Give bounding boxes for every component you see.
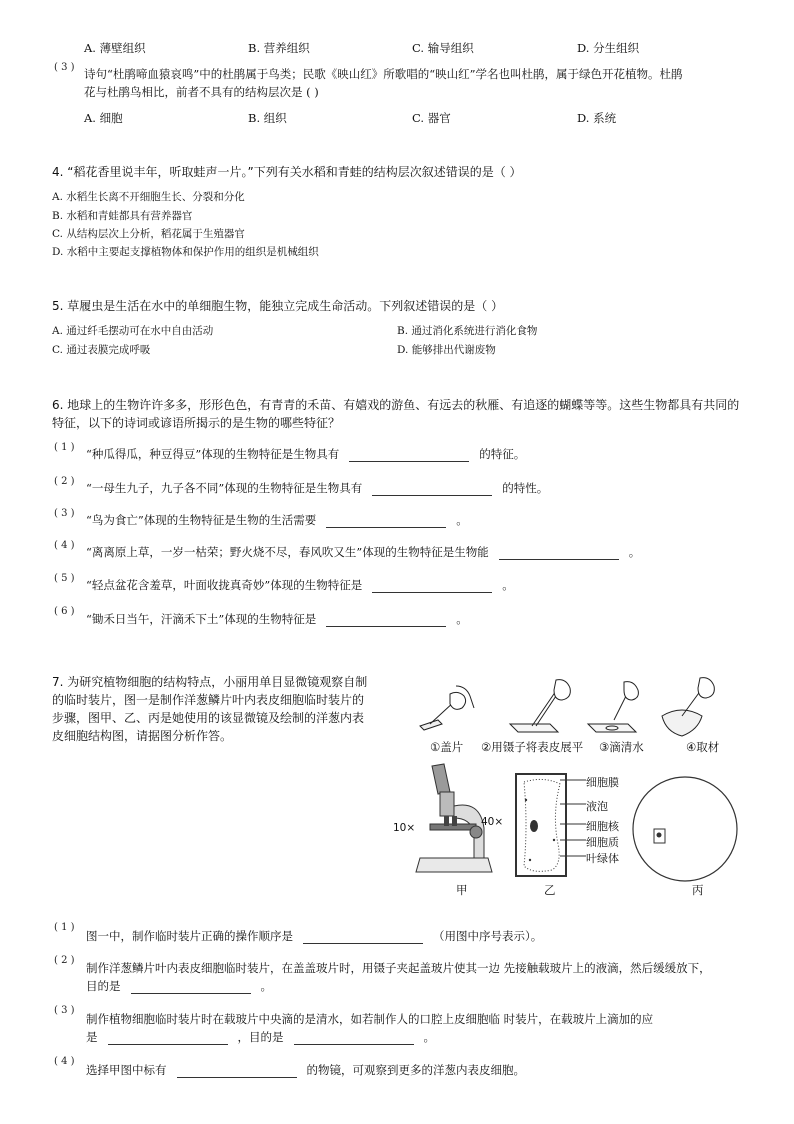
option-d: D. 分生组织: [577, 41, 640, 55]
sub-text-post: 的特性。: [502, 481, 549, 495]
sub-text: 制作植物细胞临时装片时在载玻片中央滴的是清水，如若制作人的口腔上皮细胞临 时装片，在载玻片上滴加的应: [86, 1012, 654, 1026]
option-b: B. 营养组织: [248, 41, 310, 55]
sub-number: ( 5 ): [54, 573, 75, 584]
sub-text-post: 。: [456, 612, 468, 626]
question-7-stem-line4: 皮细胞结构图，请据图分析作答。: [52, 729, 233, 743]
step-label-1: ①盖片: [430, 740, 464, 754]
step-4-illustration: [662, 678, 714, 736]
sub-text: “锄禾日当午，汗滴禾下土”体现的生物特征是: [86, 612, 317, 626]
cell-label-nucleus: 细胞核: [586, 820, 619, 833]
question-4-stem: 4. “稻花香里说丰年，听取蛙声一片。”下列有关水稻和青蛙的结构层次叙述错误的是（ ）: [52, 165, 522, 179]
step-label-3: ③滴清水: [599, 740, 644, 754]
sub-number: ( 3 ): [54, 508, 75, 519]
sub-text: “种瓜得瓜，种豆得豆”体现的生物特征是生物具有: [86, 447, 340, 461]
sub-text: 制作洋葱鳞片叶内表皮细胞临时装片，在盖盖玻片时，用镊子夹起盖玻片使其一边 先接触载玻片上的液滴，然后缓缓放下，: [86, 961, 711, 975]
option-b: B. 水稻和青蛙都具有营养器官: [52, 210, 193, 222]
sub-number: ( 2 ): [54, 955, 75, 966]
answer-blank[interactable]: [372, 483, 492, 496]
sub-text: 选择甲图中标有: [86, 1063, 167, 1077]
question-6-stem-line1: 6. 地球上的生物许许多多，形形色色，有青青的禾苗、有嬉戏的游鱼、有远去的秋雁、有追逐的蝴蝶等等。这些生物都具有共同的: [52, 398, 740, 412]
answer-blank[interactable]: [326, 515, 446, 528]
sub-number: ( 1 ): [54, 922, 75, 933]
question-6-stem-line2: 特征，以下的诗词或谚语所揭示的是生物的哪些特征？: [52, 416, 341, 430]
field-of-view-illustration: [630, 774, 740, 884]
answer-blank[interactable]: [294, 1032, 414, 1045]
figure-name-bing: 丙: [692, 883, 704, 897]
sub-text-post: 。: [456, 513, 468, 527]
sub3-line1: 诗句“杜鹃啼血猿哀鸣”中的杜鹃属于鸟类；民歌《映山红》所歌唱的“映山红”学名也叫杜鹃，属于绿色开花植物。杜鹃: [84, 67, 683, 81]
step-label-4: ④取材: [686, 740, 720, 754]
sub-text-post: 。: [502, 578, 514, 592]
question-7-stem-line3: 步骤，图甲、乙、丙是她使用的该显微镜及绘制的洋葱内表: [52, 711, 365, 725]
sub-number: ( 1 ): [54, 442, 75, 453]
sub-text-post: 。: [628, 545, 641, 559]
question-7-stem-line2: 的临时装片，图一是制作洋葱鳞片叶内表皮细胞临时装片的: [52, 693, 365, 707]
option-d: D. 系统: [577, 111, 617, 125]
answer-blank[interactable]: [108, 1032, 228, 1045]
sub-text: “鸟为食亡”体现的生物特征是生物的生活需要: [86, 513, 317, 527]
question-7-stem-line1: 7. 为研究植物细胞的结构特点，小丽用单目显微镜观察自制: [52, 675, 368, 689]
option-a: A. 水稻生长离不开细胞生长、分裂和分化: [52, 191, 245, 203]
sub-text: 目的是: [86, 979, 121, 993]
sub-text-post: 的特征。: [479, 447, 526, 461]
answer-blank[interactable]: [499, 547, 619, 560]
sub-number: ( 3 ): [54, 62, 75, 73]
sub-number: ( 6 ): [54, 606, 75, 617]
sub-text-post: （用图中序号表示）。: [433, 929, 543, 943]
option-c: C. 通过表膜完成呼吸: [52, 344, 151, 356]
objective-40x-label: 40×: [481, 816, 504, 828]
option-d: D. 水稻中主要起支撑植物体和保护作用的组织是机械组织: [52, 246, 319, 258]
sub-number: ( 2 ): [54, 476, 75, 487]
option-b: B. 通过消化系统进行消化食物: [397, 325, 538, 337]
answer-blank[interactable]: [131, 981, 251, 994]
option-c: C. 器官: [412, 111, 451, 125]
option-a: A. 细胞: [84, 111, 123, 125]
step-label-2: ②用镊子将表皮展平: [481, 740, 584, 754]
sub-text-mid: ，目的是: [237, 1030, 284, 1044]
option-b: B. 组织: [248, 111, 287, 125]
option-c: C. 从结构层次上分析，稻花属于生殖器官: [52, 228, 245, 240]
objective-10x-label: 10×: [393, 822, 416, 834]
answer-blank[interactable]: [326, 614, 446, 627]
option-a: A. 薄壁组织: [84, 41, 146, 55]
cell-label-chloroplast: 叶绿体: [586, 852, 619, 865]
sub-number: ( 4 ): [54, 1056, 75, 1067]
sub-text: “离离原上草，一岁一枯荣；野火烧不尽，春风吹又生”体现的生物特征是生物能: [86, 545, 489, 559]
answer-blank[interactable]: [349, 449, 469, 462]
sub-text: “轻点盆花含羞草，叶面收拢真奇妙”体现的生物特征是: [86, 578, 363, 592]
option-a: A. 通过纤毛摆动可在水中自由活动: [52, 325, 214, 337]
answer-blank[interactable]: [303, 931, 423, 944]
cell-label-cytoplasm: 细胞质: [586, 836, 619, 849]
figure-name-jia: 甲: [456, 883, 468, 897]
step-2-illustration: [510, 680, 570, 732]
sub-text-post: 的物镜，可观察到更多的洋葱内表皮细胞。: [306, 1063, 525, 1077]
sub-number: ( 4 ): [54, 540, 75, 551]
step-1-illustration: [420, 686, 474, 730]
cell-label-vacuole: 液泡: [586, 800, 608, 813]
sub-text-post: 。: [423, 1030, 435, 1044]
figure-name-yi: 乙: [544, 883, 556, 897]
answer-blank[interactable]: [372, 580, 492, 593]
sub-text-post: 。: [260, 979, 272, 993]
option-d: D. 能够排出代谢废物: [397, 344, 496, 356]
sub-text: 图一中，制作临时装片正确的操作顺序是: [86, 929, 293, 943]
option-c: C. 输导组织: [412, 41, 474, 55]
sub3-line2: 花与杜鹃鸟相比，前者不具有的结构层次是 ( ): [84, 85, 319, 99]
cell-label-membrane: 细胞膜: [586, 776, 619, 789]
step-3-illustration: [588, 682, 638, 732]
answer-blank[interactable]: [177, 1065, 297, 1078]
sub-text: 是: [86, 1030, 98, 1044]
sub-text: “一母生九子，九子各不同”体现的生物特征是生物具有: [86, 481, 363, 495]
sub-number: ( 3 ): [54, 1005, 75, 1016]
question-5-stem: 5. 草履虫是生活在水中的单细胞生物，能独立完成生命活动。下列叙述错误的是（ ）: [52, 299, 504, 313]
